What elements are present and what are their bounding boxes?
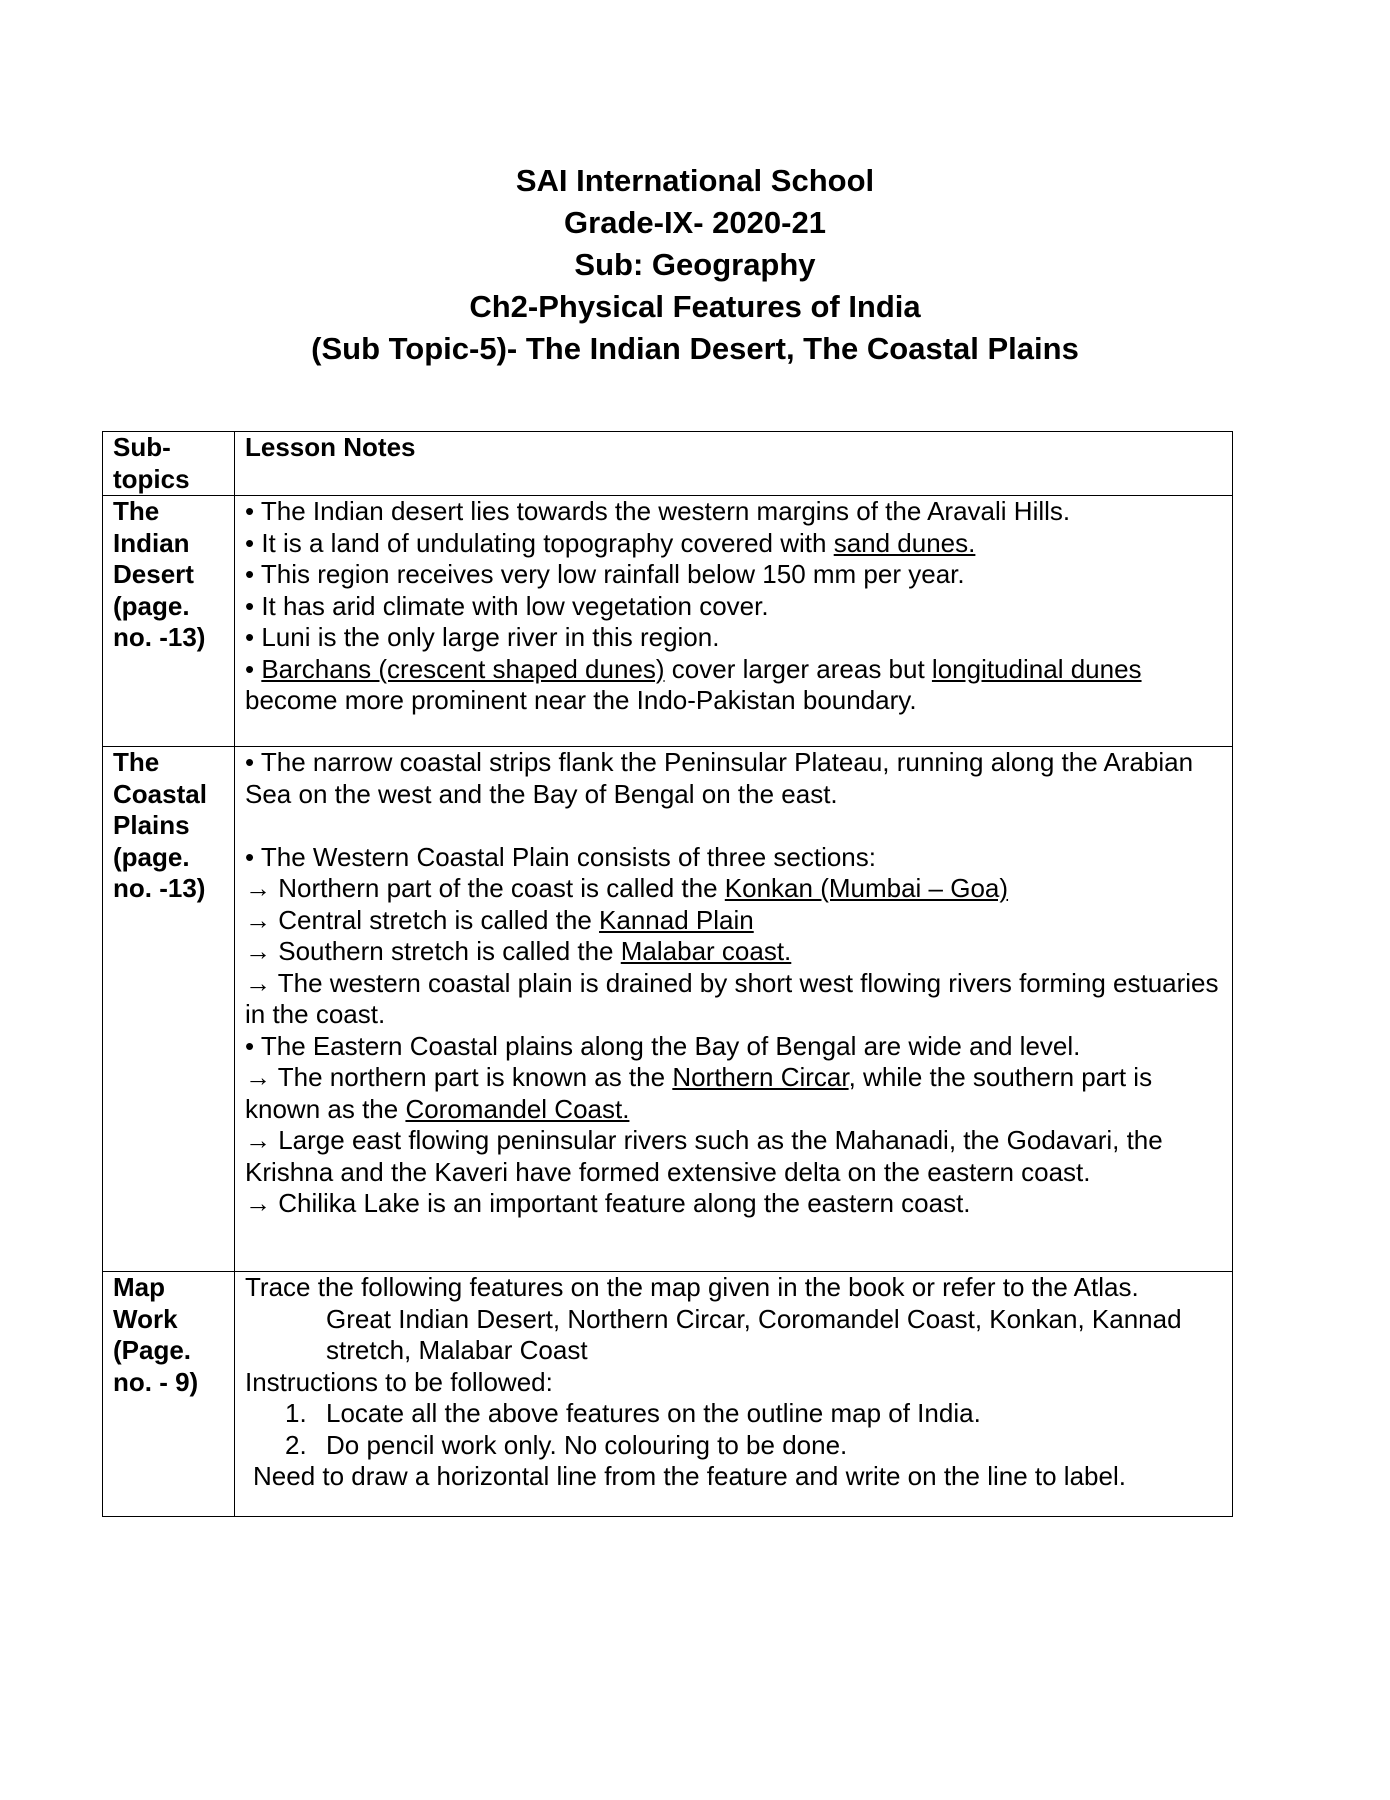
document-header <box>0 160 1390 370</box>
subtopic-title: (Sub Topic-5)- The Indian Desert, The Coastal Plains <box>311 331 1079 366</box>
text: → Central stretch is called the <box>245 904 600 935</box>
map-features-list: Great Indian Desert, Northern Circar, Coromandel Coast, Konkan, Kannad stretch, Malabar Coast <box>326 1303 1182 1365</box>
table-header-row <box>103 432 1233 496</box>
table-row <box>103 496 1233 747</box>
map-work-notes <box>235 1272 1233 1517</box>
instruction-text: Do pencil work only. No colouring to be done. <box>326 1429 848 1460</box>
text: • It is a land of undulating topography covered with <box>245 527 834 558</box>
desert-note-6 <box>245 654 1222 717</box>
coastal-note-10: → Chilika Lake is an important feature along the eastern coast. <box>245 1188 971 1218</box>
coastal-note-7: • The Eastern Coastal plains along the Bay of Bengal are wide and level. <box>245 1030 1081 1061</box>
coastal-note-4 <box>245 905 1222 937</box>
coastal-note-2: • The Western Coastal Plain consists of three sections: <box>245 841 876 872</box>
text: → Southern stretch is called the <box>245 936 621 966</box>
coastal-note-5 <box>245 936 1222 968</box>
instructions-heading: Instructions to be followed: <box>245 1366 553 1397</box>
text: become more prominent near the Indo-Pakistan boundary. <box>245 685 917 715</box>
konkan-term: Konkan (Mumbai – Goa) <box>724 873 1009 903</box>
text: → The northern part is known as the <box>245 1062 673 1092</box>
spacer <box>245 810 1222 842</box>
kannad-term: Kannad Plain <box>599 904 754 935</box>
subtopic-coastal-plains: The Coastal Plains (page. no. -13) <box>103 747 235 1272</box>
labeling-instruction: Need to draw a horizontal line from the feature and write on the line to label. <box>253 1461 1126 1491</box>
desert-note-1: • The Indian desert lies towards the western margins of the Aravali Hills. <box>245 496 1071 526</box>
desert-note-5: • Luni is the only large river in this region. <box>245 622 720 652</box>
desert-note-4: • It has arid climate with low vegetation cover. <box>245 590 769 621</box>
list-number: 1. <box>285 1398 307 1428</box>
coastal-note-6: → The western coastal plain is drained by short west flowing rivers forming estuaries in the coast. <box>245 967 1219 1029</box>
grade-line: Grade-IX- 2020-21 <box>564 205 826 240</box>
text: • <box>245 653 262 684</box>
map-intro: Trace the following features on the map given in the book or refer to the Atlas. <box>245 1272 1139 1302</box>
coromandel-term: Coromandel Coast. <box>405 1093 630 1124</box>
desert-notes <box>235 496 1233 747</box>
school-name: SAI International School <box>515 163 875 198</box>
coastal-note-3 <box>245 873 1222 905</box>
coastal-note-9: → Large east flowing peninsular rivers such as the Mahanadi, the Godavari, the Krishna and the Kaveri have formed extensive delta on the eastern coast. <box>245 1125 1163 1187</box>
coastal-notes <box>235 747 1233 1272</box>
subject-line: Sub: Geography <box>574 247 816 282</box>
desert-note-2 <box>245 528 1222 560</box>
instruction-item <box>245 1430 1222 1462</box>
table-row <box>103 1272 1233 1517</box>
instruction-item <box>245 1398 1222 1430</box>
subtopic-indian-desert: The Indian Desert (page. no. -13) <box>103 496 235 747</box>
text: → Northern part of the coast is called the <box>245 873 725 903</box>
coastal-note-1: • The narrow coastal strips flank the Peninsular Plateau, running along the Arabian Sea on the west and the Bay of Bengal on the east. <box>245 747 1194 809</box>
subtopic-map-work: Map Work (Page. no. - 9) <box>103 1272 235 1517</box>
instruction-text: Locate all the above features on the outline map of India. <box>326 1398 981 1428</box>
subtopics-header: Sub-topics <box>103 432 235 496</box>
text: cover larger areas but <box>664 653 932 684</box>
sand-dunes-term: sand dunes. <box>833 527 976 558</box>
chapter-title: Ch2-Physical Features of India <box>469 289 921 324</box>
barchans-term: Barchans (crescent shaped dunes) <box>261 653 665 684</box>
longitudinal-dunes-term: longitudinal dunes <box>931 653 1142 684</box>
table-row <box>103 747 1233 1272</box>
lesson-notes-header: Lesson Notes <box>235 432 1233 496</box>
lesson-notes-table <box>102 431 1233 1517</box>
list-number: 2. <box>285 1429 307 1460</box>
desert-note-3: • This region receives very low rainfall below 150 mm per year. <box>245 559 965 589</box>
malabar-term: Malabar coast. <box>620 936 792 966</box>
northern-circar-term: Northern Circar <box>672 1062 849 1092</box>
coastal-note-8 <box>245 1062 1222 1125</box>
text: , while the southern part is known as the <box>245 1062 1153 1124</box>
